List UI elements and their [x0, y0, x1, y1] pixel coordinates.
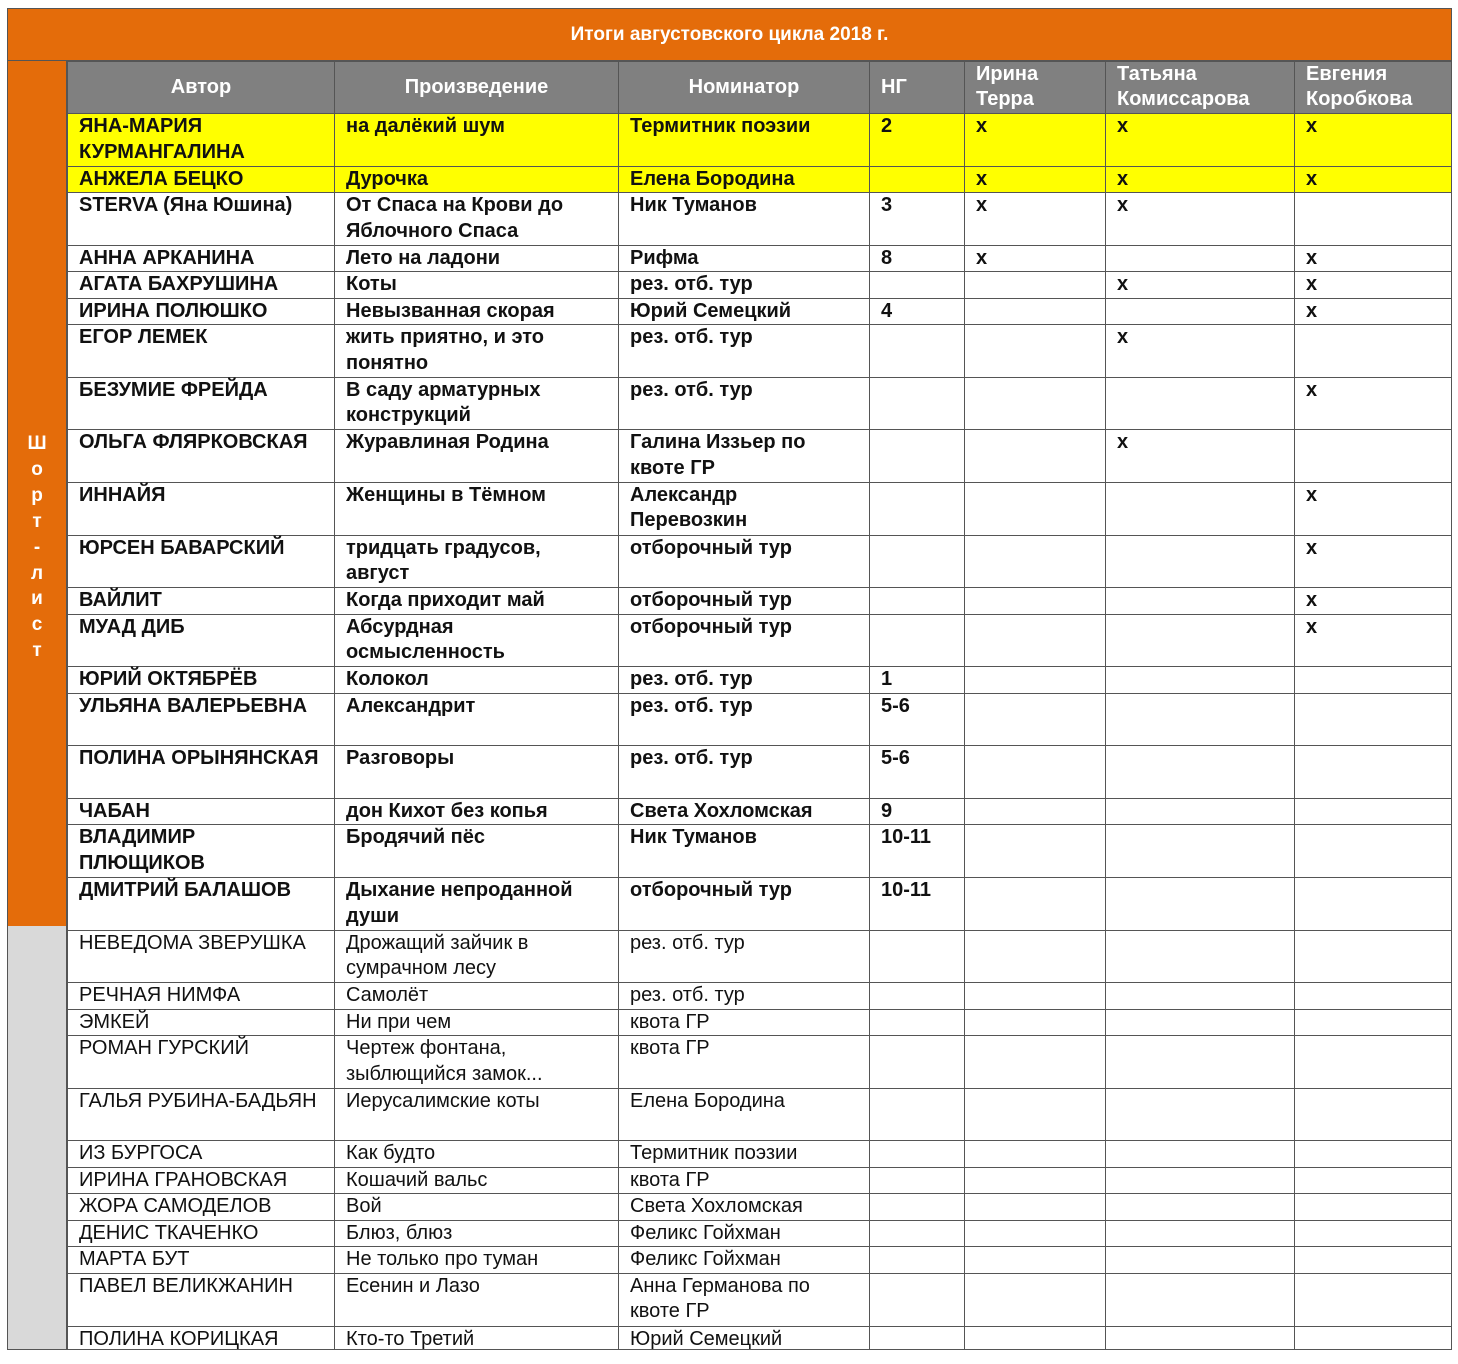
judge-terra-mark: [965, 667, 1106, 694]
nominator-cell: отборочный тур: [619, 878, 870, 931]
nominator-cell: Юрий Семецкий: [619, 1326, 870, 1350]
shortlist-row: [68, 798, 1452, 825]
judge-terra-mark: [965, 1194, 1106, 1221]
author-cell: БЕЗУМИЕ ФРЕЙДА: [68, 377, 335, 430]
judge-terra-mark: х: [965, 245, 1106, 272]
author-cell: STERVA (Яна Юшина): [68, 193, 335, 246]
judge-korobkova-mark: [1295, 798, 1452, 825]
judge-komissarova-mark: [1106, 930, 1295, 983]
nominator-cell: Термитник поэзии: [619, 114, 870, 167]
judge-korobkova-mark: [1295, 1247, 1452, 1274]
longlist-row: [68, 1009, 1452, 1036]
author-cell: АННА АРКАНИНА: [68, 245, 335, 272]
ng-cell: [870, 1088, 965, 1141]
ng-cell: 4: [870, 298, 965, 325]
judge-terra-mark: [965, 1088, 1106, 1141]
judge-komissarova-mark: [1106, 693, 1295, 746]
judge-komissarova-mark: [1106, 798, 1295, 825]
judge-terra-mark: [965, 1036, 1106, 1089]
work-cell: Кошачий вальс: [335, 1167, 619, 1194]
work-cell: Чертеж фонтана, зыблющийся замок...: [335, 1036, 619, 1089]
column-header-judge-terra: [965, 62, 1106, 114]
judge-korobkova-mark: [1295, 693, 1452, 746]
work-cell: Иерусалимские коты: [335, 1088, 619, 1141]
judge-komissarova-mark: х: [1106, 166, 1295, 193]
judge-terra-mark: [965, 377, 1106, 430]
ng-cell: [870, 535, 965, 588]
nominator-cell: Ник Туманов: [619, 193, 870, 246]
work-cell: Александрит: [335, 693, 619, 746]
judge-korobkova-mark: [1295, 325, 1452, 378]
judge-terra-mark: [965, 614, 1106, 667]
nominator-cell: Александр Перевозкин: [619, 482, 870, 535]
judge-korobkova-mark: [1295, 1273, 1452, 1326]
author-cell: ВЛАДИМИР ПЛЮЩИКОВ: [68, 825, 335, 878]
work-cell: Женщины в Тёмном: [335, 482, 619, 535]
author-cell: ИЗ БУРГОСА: [68, 1141, 335, 1168]
judge-korobkova-mark: [1295, 1326, 1452, 1350]
nominator-cell: квота ГР: [619, 1009, 870, 1036]
judge-korobkova-mark: х: [1295, 114, 1452, 167]
judge-komissarova-mark: [1106, 667, 1295, 694]
shortlist-row: [68, 746, 1452, 799]
judge-terra-mark: [965, 1141, 1106, 1168]
author-cell: ИРИНА ПОЛЮШКО: [68, 298, 335, 325]
author-cell: ЮРИЙ ОКТЯБРЁВ: [68, 667, 335, 694]
judge-korobkova-mark: х: [1295, 377, 1452, 430]
work-cell: Вой: [335, 1194, 619, 1221]
judge-komissarova-mark: [1106, 1167, 1295, 1194]
nominator-cell: рез. отб. тур: [619, 983, 870, 1010]
work-cell: тридцать градусов, август: [335, 535, 619, 588]
nominator-cell: Света Хохломская: [619, 1194, 870, 1221]
work-cell: Блюз, блюз: [335, 1220, 619, 1247]
judge-terra-mark: [965, 1009, 1106, 1036]
column-header-judge-korobkova: [1295, 62, 1452, 114]
judge-komissarova-mark: [1106, 746, 1295, 799]
side-letter: с: [31, 614, 43, 636]
judge-terra-mark: х: [965, 166, 1106, 193]
work-cell: Бродячий пёс: [335, 825, 619, 878]
side-letter: т: [32, 510, 42, 532]
judge-korobkova-mark: х: [1295, 298, 1452, 325]
judge-korobkova-mark: х: [1295, 482, 1452, 535]
judge-korobkova-mark: [1295, 930, 1452, 983]
shortlist-row: [68, 430, 1452, 483]
nominator-cell: рез. отб. тур: [619, 746, 870, 799]
judge-korobkova-mark: [1295, 878, 1452, 931]
work-cell: Когда приходит май: [335, 588, 619, 615]
author-cell: АГАТА БАХРУШИНА: [68, 272, 335, 299]
column-header-ng: НГ: [870, 62, 965, 114]
judge-komissarova-mark: [1106, 588, 1295, 615]
side-letter: и: [31, 588, 43, 610]
longlist-row: [68, 1247, 1452, 1274]
judge-korobkova-mark: [1295, 746, 1452, 799]
judge-komissarova-mark: х: [1106, 272, 1295, 299]
author-cell: ИННАЙЯ: [68, 482, 335, 535]
work-cell: Дыхание непроданной души: [335, 878, 619, 931]
judge-komissarova-mark: [1106, 825, 1295, 878]
longlist-row: [68, 1194, 1452, 1221]
column-header-work: Произведение: [335, 62, 619, 114]
longlist-row: [68, 930, 1452, 983]
judge-terra-mark: [965, 325, 1106, 378]
ng-cell: [870, 325, 965, 378]
ng-cell: [870, 272, 965, 299]
shortlist-row: [68, 482, 1452, 535]
judge-terra-mark: [965, 746, 1106, 799]
ng-cell: [870, 1167, 965, 1194]
results-sheet: [7, 8, 1452, 1350]
author-cell: ЖОРА САМОДЕЛОВ: [68, 1194, 335, 1221]
judge-korobkova-mark: [1295, 1220, 1452, 1247]
judge-komissarova-mark: [1106, 614, 1295, 667]
nominator-cell: Анна Германова по квоте ГР: [619, 1273, 870, 1326]
ng-cell: 3: [870, 193, 965, 246]
nominator-cell: Елена Бородина: [619, 166, 870, 193]
longlist-side-band: [8, 926, 67, 1349]
shortlist-row: [68, 298, 1452, 325]
ng-cell: [870, 1141, 965, 1168]
author-cell: ДМИТРИЙ БАЛАШОВ: [68, 878, 335, 931]
judge-terra-mark: [965, 482, 1106, 535]
ng-cell: [870, 930, 965, 983]
ng-cell: 9: [870, 798, 965, 825]
judge-komissarova-mark: х: [1106, 193, 1295, 246]
author-cell: ВАЙЛИТ: [68, 588, 335, 615]
ng-cell: [870, 430, 965, 483]
ng-cell: 8: [870, 245, 965, 272]
work-cell: Самолёт: [335, 983, 619, 1010]
judge-komissarova-mark: [1106, 1141, 1295, 1168]
judge-terra-mark: [965, 1247, 1106, 1274]
shortlist-row: [68, 614, 1452, 667]
judge-komissarova-mark: [1106, 878, 1295, 931]
side-letter: р: [31, 484, 43, 506]
work-cell: Не только про туман: [335, 1247, 619, 1274]
judge-korobkova-mark: [1295, 983, 1452, 1010]
judge-last-name: Коробкова: [1306, 88, 1413, 110]
ng-cell: [870, 377, 965, 430]
work-cell: на далёкий шум: [335, 114, 619, 167]
author-cell: РОМАН ГУРСКИЙ: [68, 1036, 335, 1089]
judge-korobkova-mark: х: [1295, 535, 1452, 588]
work-cell: Лето на ладони: [335, 245, 619, 272]
shortlist-row: [68, 245, 1452, 272]
shortlist-row: [68, 193, 1452, 246]
judge-terra-mark: [965, 1220, 1106, 1247]
shortlist-row: [68, 693, 1452, 746]
side-letter: т: [32, 640, 42, 662]
nominator-cell: Галина Иззьер по квоте ГР: [619, 430, 870, 483]
nominator-cell: Юрий Семецкий: [619, 298, 870, 325]
author-cell: ЕГОР ЛЕМЕК: [68, 325, 335, 378]
work-cell: Как будто: [335, 1141, 619, 1168]
judge-terra-mark: [965, 1273, 1106, 1326]
judge-terra-mark: [965, 1167, 1106, 1194]
table-header-row: [68, 62, 1452, 114]
judge-komissarova-mark: [1106, 1009, 1295, 1036]
work-cell: Ни при чем: [335, 1009, 619, 1036]
shortlist-row: [68, 878, 1452, 931]
shortlist-row: [68, 667, 1452, 694]
author-cell: РЕЧНАЯ НИМФА: [68, 983, 335, 1010]
shortlist-row: [68, 166, 1452, 193]
longlist-row: [68, 1273, 1452, 1326]
nominator-cell: отборочный тур: [619, 614, 870, 667]
nominator-cell: Феликс Гойхман: [619, 1247, 870, 1274]
nominator-cell: Света Хохломская: [619, 798, 870, 825]
column-header-nominator: Номинатор: [619, 62, 870, 114]
nominator-cell: Феликс Гойхман: [619, 1220, 870, 1247]
author-cell: ДЕНИС ТКАЧЕНКО: [68, 1220, 335, 1247]
author-cell: ПОЛИНА КОРИЦКАЯ: [68, 1326, 335, 1350]
judge-komissarova-mark: х: [1106, 430, 1295, 483]
judge-komissarova-mark: [1106, 1194, 1295, 1221]
judge-terra-mark: [965, 798, 1106, 825]
judge-komissarova-mark: х: [1106, 325, 1295, 378]
judge-korobkova-mark: [1295, 193, 1452, 246]
judge-terra-mark: [965, 588, 1106, 615]
judge-komissarova-mark: [1106, 983, 1295, 1010]
work-cell: Невызванная скорая: [335, 298, 619, 325]
judge-korobkova-mark: х: [1295, 245, 1452, 272]
judge-terra-mark: [965, 983, 1106, 1010]
ng-cell: 5-6: [870, 693, 965, 746]
shortlist-row: [68, 325, 1452, 378]
author-cell: ГАЛЬЯ РУБИНА-БАДЬЯН: [68, 1088, 335, 1141]
judge-komissarova-mark: [1106, 245, 1295, 272]
judge-first-name: Ирина: [976, 63, 1039, 85]
work-cell: Разговоры: [335, 746, 619, 799]
column-header-judge-komissarova: [1106, 62, 1295, 114]
ng-cell: [870, 1273, 965, 1326]
ng-cell: 10-11: [870, 825, 965, 878]
nominator-cell: Елена Бородина: [619, 1088, 870, 1141]
judge-terra-mark: х: [965, 193, 1106, 246]
author-cell: АНЖЕЛА БЕЦКО: [68, 166, 335, 193]
judge-terra-mark: х: [965, 114, 1106, 167]
longlist-row: [68, 1036, 1452, 1089]
table-body: [68, 114, 1452, 1351]
judge-terra-mark: [965, 272, 1106, 299]
judge-terra-mark: [965, 535, 1106, 588]
nominator-cell: Термитник поэзии: [619, 1141, 870, 1168]
judge-komissarova-mark: [1106, 535, 1295, 588]
judge-korobkova-mark: [1295, 825, 1452, 878]
judge-korobkova-mark: [1295, 1141, 1452, 1168]
judge-korobkova-mark: [1295, 1088, 1452, 1141]
side-letter: л: [30, 562, 44, 584]
work-cell: Дурочка: [335, 166, 619, 193]
judge-korobkova-mark: [1295, 667, 1452, 694]
ng-cell: 2: [870, 114, 965, 167]
nominator-cell: Рифма: [619, 245, 870, 272]
judge-komissarova-mark: [1106, 1088, 1295, 1141]
ng-cell: [870, 1220, 965, 1247]
nominator-cell: квота ГР: [619, 1036, 870, 1089]
judge-last-name: Комиссарова: [1117, 88, 1250, 110]
work-cell: дон Кихот без копья: [335, 798, 619, 825]
author-cell: ПОЛИНА ОРЫНЯНСКАЯ: [68, 746, 335, 799]
author-cell: ЧАБАН: [68, 798, 335, 825]
ng-cell: 5-6: [870, 746, 965, 799]
judge-first-name: Татьяна: [1117, 63, 1197, 85]
work-cell: Журавлиная Родина: [335, 430, 619, 483]
longlist-row: [68, 1220, 1452, 1247]
ng-cell: [870, 1194, 965, 1221]
judge-korobkova-mark: х: [1295, 166, 1452, 193]
nominator-cell: отборочный тур: [619, 535, 870, 588]
judge-komissarova-mark: [1106, 1247, 1295, 1274]
ng-cell: [870, 1009, 965, 1036]
judge-terra-mark: [965, 825, 1106, 878]
nominator-cell: квота ГР: [619, 1167, 870, 1194]
shortlist-row: [68, 825, 1452, 878]
work-cell: Кто-то Третий: [335, 1326, 619, 1350]
author-cell: МАРТА БУТ: [68, 1247, 335, 1274]
side-letter: -: [33, 536, 41, 558]
column-header-author: Автор: [68, 62, 335, 114]
author-cell: ЭМКЕЙ: [68, 1009, 335, 1036]
author-cell: ЯНА-МАРИЯ КУРМАНГАЛИНА: [68, 114, 335, 167]
judge-korobkova-mark: [1295, 1194, 1452, 1221]
author-cell: МУАД ДИБ: [68, 614, 335, 667]
shortlist-row: [68, 272, 1452, 299]
author-cell: ИРИНА ГРАНОВСКАЯ: [68, 1167, 335, 1194]
longlist-row: [68, 983, 1452, 1010]
judge-komissarova-mark: [1106, 1273, 1295, 1326]
longlist-row: [68, 1326, 1452, 1350]
work-cell: В саду арматурных конструкций: [335, 377, 619, 430]
judge-terra-mark: [965, 930, 1106, 983]
author-cell: УЛЬЯНА ВАЛЕРЬЕВНА: [68, 693, 335, 746]
work-cell: От Спаса на Крови до Яблочного Спаса: [335, 193, 619, 246]
ng-cell: [870, 983, 965, 1010]
nominator-cell: рез. отб. тур: [619, 325, 870, 378]
ng-cell: 10-11: [870, 878, 965, 931]
judge-korobkova-mark: х: [1295, 272, 1452, 299]
judge-first-name: Евгения: [1306, 63, 1388, 85]
nominator-cell: рез. отб. тур: [619, 377, 870, 430]
ng-cell: 1: [870, 667, 965, 694]
judge-terra-mark: [965, 430, 1106, 483]
judge-komissarova-mark: [1106, 1036, 1295, 1089]
nominator-cell: рез. отб. тур: [619, 930, 870, 983]
ng-cell: [870, 1326, 965, 1350]
judge-korobkova-mark: [1295, 1036, 1452, 1089]
judge-komissarova-mark: [1106, 298, 1295, 325]
ng-cell: [870, 614, 965, 667]
work-cell: Колокол: [335, 667, 619, 694]
judge-terra-mark: [965, 1326, 1106, 1350]
author-cell: ПАВЕЛ ВЕЛИКЖАНИН: [68, 1273, 335, 1326]
judge-komissarova-mark: х: [1106, 114, 1295, 167]
ng-cell: [870, 482, 965, 535]
judge-korobkova-mark: х: [1295, 614, 1452, 667]
judge-terra-mark: [965, 693, 1106, 746]
shortlist-row: [68, 377, 1452, 430]
nominator-cell: отборочный тур: [619, 588, 870, 615]
shortlist-side-band: [8, 61, 67, 926]
work-cell: Абсурдная осмысленность: [335, 614, 619, 667]
shortlist-row: [68, 588, 1452, 615]
side-letter: Ш: [27, 433, 47, 454]
results-table: [67, 61, 1452, 1350]
shortlist-row: [68, 535, 1452, 588]
judge-korobkova-mark: [1295, 1167, 1452, 1194]
longlist-row: [68, 1088, 1452, 1141]
judge-komissarova-mark: [1106, 377, 1295, 430]
judge-komissarova-mark: [1106, 1220, 1295, 1247]
judge-korobkova-mark: х: [1295, 588, 1452, 615]
side-letter: о: [31, 458, 43, 480]
judge-korobkova-mark: [1295, 430, 1452, 483]
work-cell: Дрожащий зайчик в сумрачном лесу: [335, 930, 619, 983]
nominator-cell: рез. отб. тур: [619, 693, 870, 746]
ng-cell: [870, 588, 965, 615]
work-cell: Есенин и Лазо: [335, 1273, 619, 1326]
nominator-cell: рез. отб. тур: [619, 667, 870, 694]
author-cell: ОЛЬГА ФЛЯРКОВСКАЯ: [68, 430, 335, 483]
judge-komissarova-mark: [1106, 1326, 1295, 1350]
judge-komissarova-mark: [1106, 482, 1295, 535]
work-cell: жить приятно, и это понятно: [335, 325, 619, 378]
author-cell: НЕВЕДОМА ЗВЕРУШКА: [68, 930, 335, 983]
work-cell: Коты: [335, 272, 619, 299]
nominator-cell: Ник Туманов: [619, 825, 870, 878]
author-cell: ЮРСЕН БАВАРСКИЙ: [68, 535, 335, 588]
judge-korobkova-mark: [1295, 1009, 1452, 1036]
nominator-cell: рез. отб. тур: [619, 272, 870, 299]
sheet-title: Итоги августовского цикла 2018 г.: [8, 9, 1451, 61]
shortlist-side-label: [8, 431, 66, 664]
judge-last-name: Терра: [976, 88, 1034, 110]
longlist-row: [68, 1141, 1452, 1168]
judge-terra-mark: [965, 878, 1106, 931]
longlist-row: [68, 1167, 1452, 1194]
ng-cell: [870, 1247, 965, 1274]
shortlist-row: [68, 114, 1452, 167]
ng-cell: [870, 166, 965, 193]
ng-cell: [870, 1036, 965, 1089]
judge-terra-mark: [965, 298, 1106, 325]
